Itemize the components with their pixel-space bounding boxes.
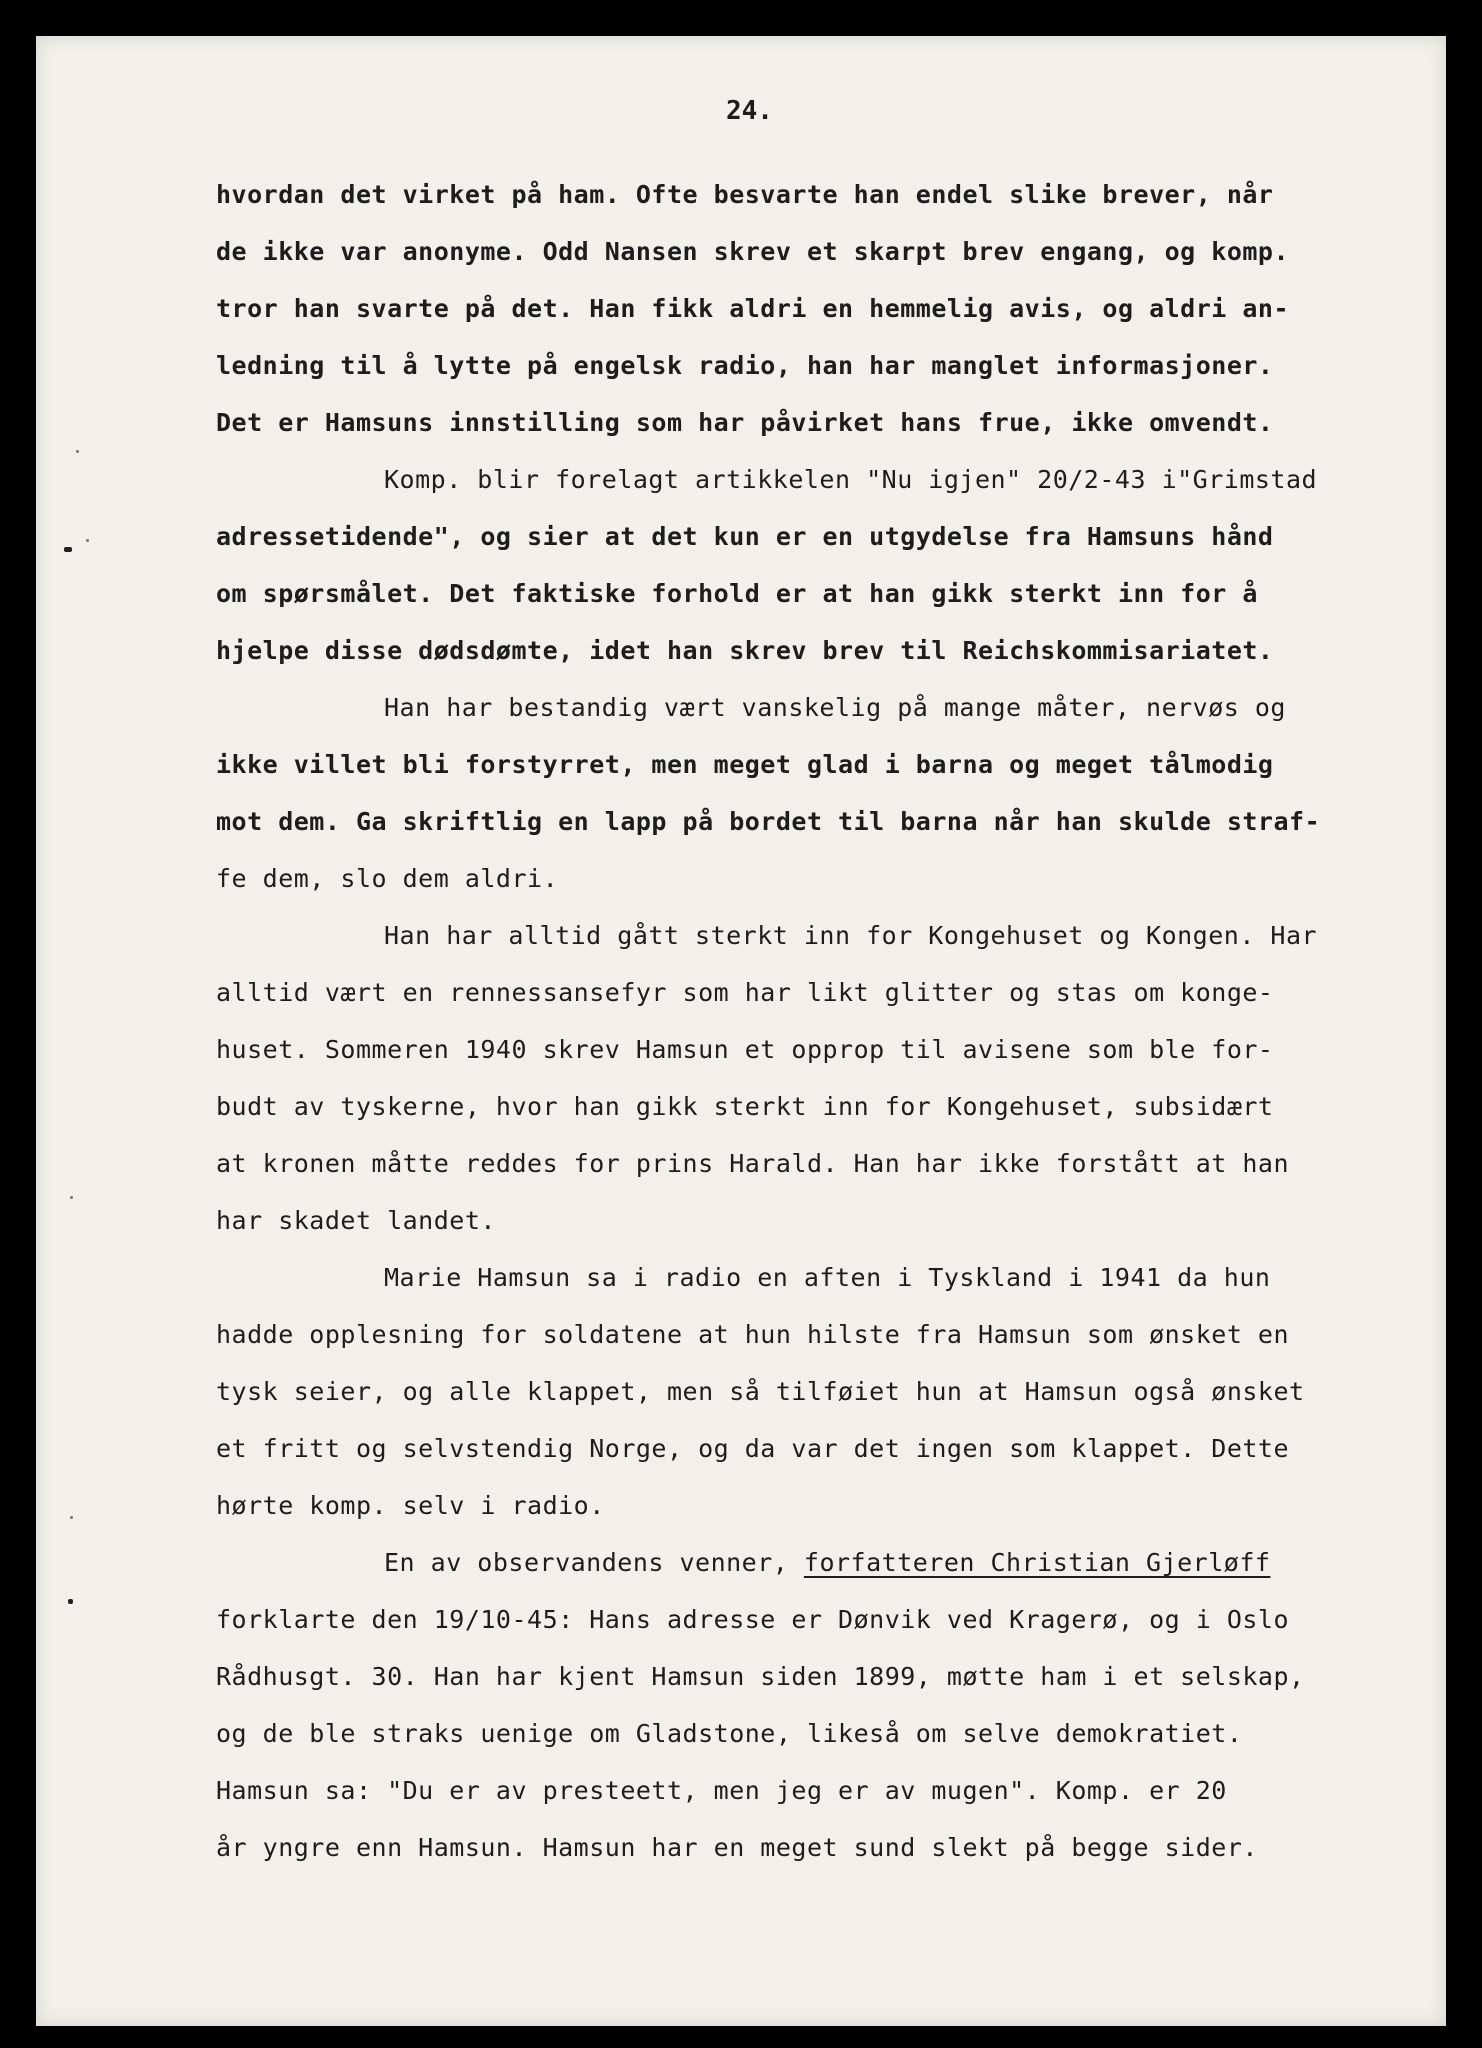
text-line: Rådhusgt. 30. Han har kjent Hamsun siden 1899, møtte ham i et selskap, xyxy=(216,1662,1305,1691)
margin-speck xyxy=(86,539,89,542)
text-line: hjelpe disse dødsdømte, idet han skrev brev til Reichskommisariatet. xyxy=(216,636,1274,665)
text-line: Han har alltid gått sterkt inn for Kongehuset og Kongen. Har xyxy=(384,921,1318,950)
text-line: at kronen måtte reddes for prins Harald. Han har ikke forstått at han xyxy=(216,1149,1290,1178)
text-line: alltid vært en rennessansefyr som har likt glitter og stas om konge- xyxy=(216,978,1274,1007)
text-segment: En av observandens venner, xyxy=(384,1548,804,1577)
text-line: huset. Sommeren 1940 skrev Hamsun et opprop til avisene som ble for- xyxy=(216,1035,1274,1064)
margin-mark xyxy=(64,547,72,552)
text-line: et fritt og selvstendig Norge, og da var det ingen som klappet. Dette xyxy=(216,1434,1290,1463)
text-line: Det er Hamsuns innstilling som har påvirket hans frue, ikke omvendt. xyxy=(216,408,1274,437)
text-line: år yngre enn Hamsun. Hamsun har en meget sund slekt på begge sider. xyxy=(216,1833,1258,1862)
text-line: mot dem. Ga skriftlig en lapp på bordet til barna når han skulde straf- xyxy=(216,807,1321,836)
text-line: fe dem, slo dem aldri. xyxy=(216,864,559,893)
text-line xyxy=(216,1534,1431,1591)
text-line: de ikke var anonyme. Odd Nansen skrev et skarpt brev engang, og komp. xyxy=(216,237,1290,266)
text-line: tysk seier, og alle klappet, men så tilføiet hun at Hamsun også ønsket xyxy=(216,1377,1305,1406)
text-line: tror han svarte på det. Han fikk aldri en hemmelig avis, og aldri an- xyxy=(216,294,1290,323)
page-number: 24. xyxy=(726,96,773,126)
document-page xyxy=(36,36,1446,2026)
text-line: forklarte den 19/10-45: Hans adresse er Dønvik ved Kragerø, og i Oslo xyxy=(216,1605,1290,1634)
margin-speck xyxy=(76,450,79,453)
underlined-name: forfatteren Christian Gjerløff xyxy=(803,1548,1271,1577)
margin-mark xyxy=(68,1599,73,1604)
text-line: hvordan det virket på ham. Ofte besvarte han endel slike brever, når xyxy=(216,180,1274,209)
margin-speck xyxy=(70,1516,73,1519)
text-line: ledning til å lytte på engelsk radio, han har manglet informasjoner. xyxy=(216,351,1274,380)
text-line: hadde opplesning for soldatene at hun hilste fra Hamsun som ønsket en xyxy=(216,1320,1290,1349)
text-line: ikke villet bli forstyrret, men meget glad i barna og meget tålmodig xyxy=(216,750,1274,779)
text-line: Han har bestandig vært vanskelig på mange måter, nervøs og xyxy=(384,693,1286,722)
text-line: Marie Hamsun sa i radio en aften i Tyskland i 1941 da hun xyxy=(384,1263,1271,1292)
text-line: har skadet landet. xyxy=(216,1206,496,1235)
margin-speck xyxy=(70,1196,73,1199)
text-line: budt av tyskerne, hvor han gikk sterkt inn for Kongehuset, subsidært xyxy=(216,1092,1274,1121)
text-line: adressetidende", og sier at det kun er en utgydelse fra Hamsuns hånd xyxy=(216,522,1274,551)
text-line: om spørsmålet. Det faktiske forhold er at han gikk sterkt inn for å xyxy=(216,579,1258,608)
text-line: Hamsun sa: "Du er av presteett, men jeg er av mugen". Komp. er 20 xyxy=(216,1776,1227,1805)
document-body xyxy=(216,166,1431,1876)
text-line: og de ble straks uenige om Gladstone, likeså om selve demokratiet. xyxy=(216,1719,1243,1748)
text-line: Komp. blir forelagt artikkelen "Nu igjen" 20/2-43 i"Grimstad xyxy=(384,465,1318,494)
text-line: hørte komp. selv i radio. xyxy=(216,1491,605,1520)
